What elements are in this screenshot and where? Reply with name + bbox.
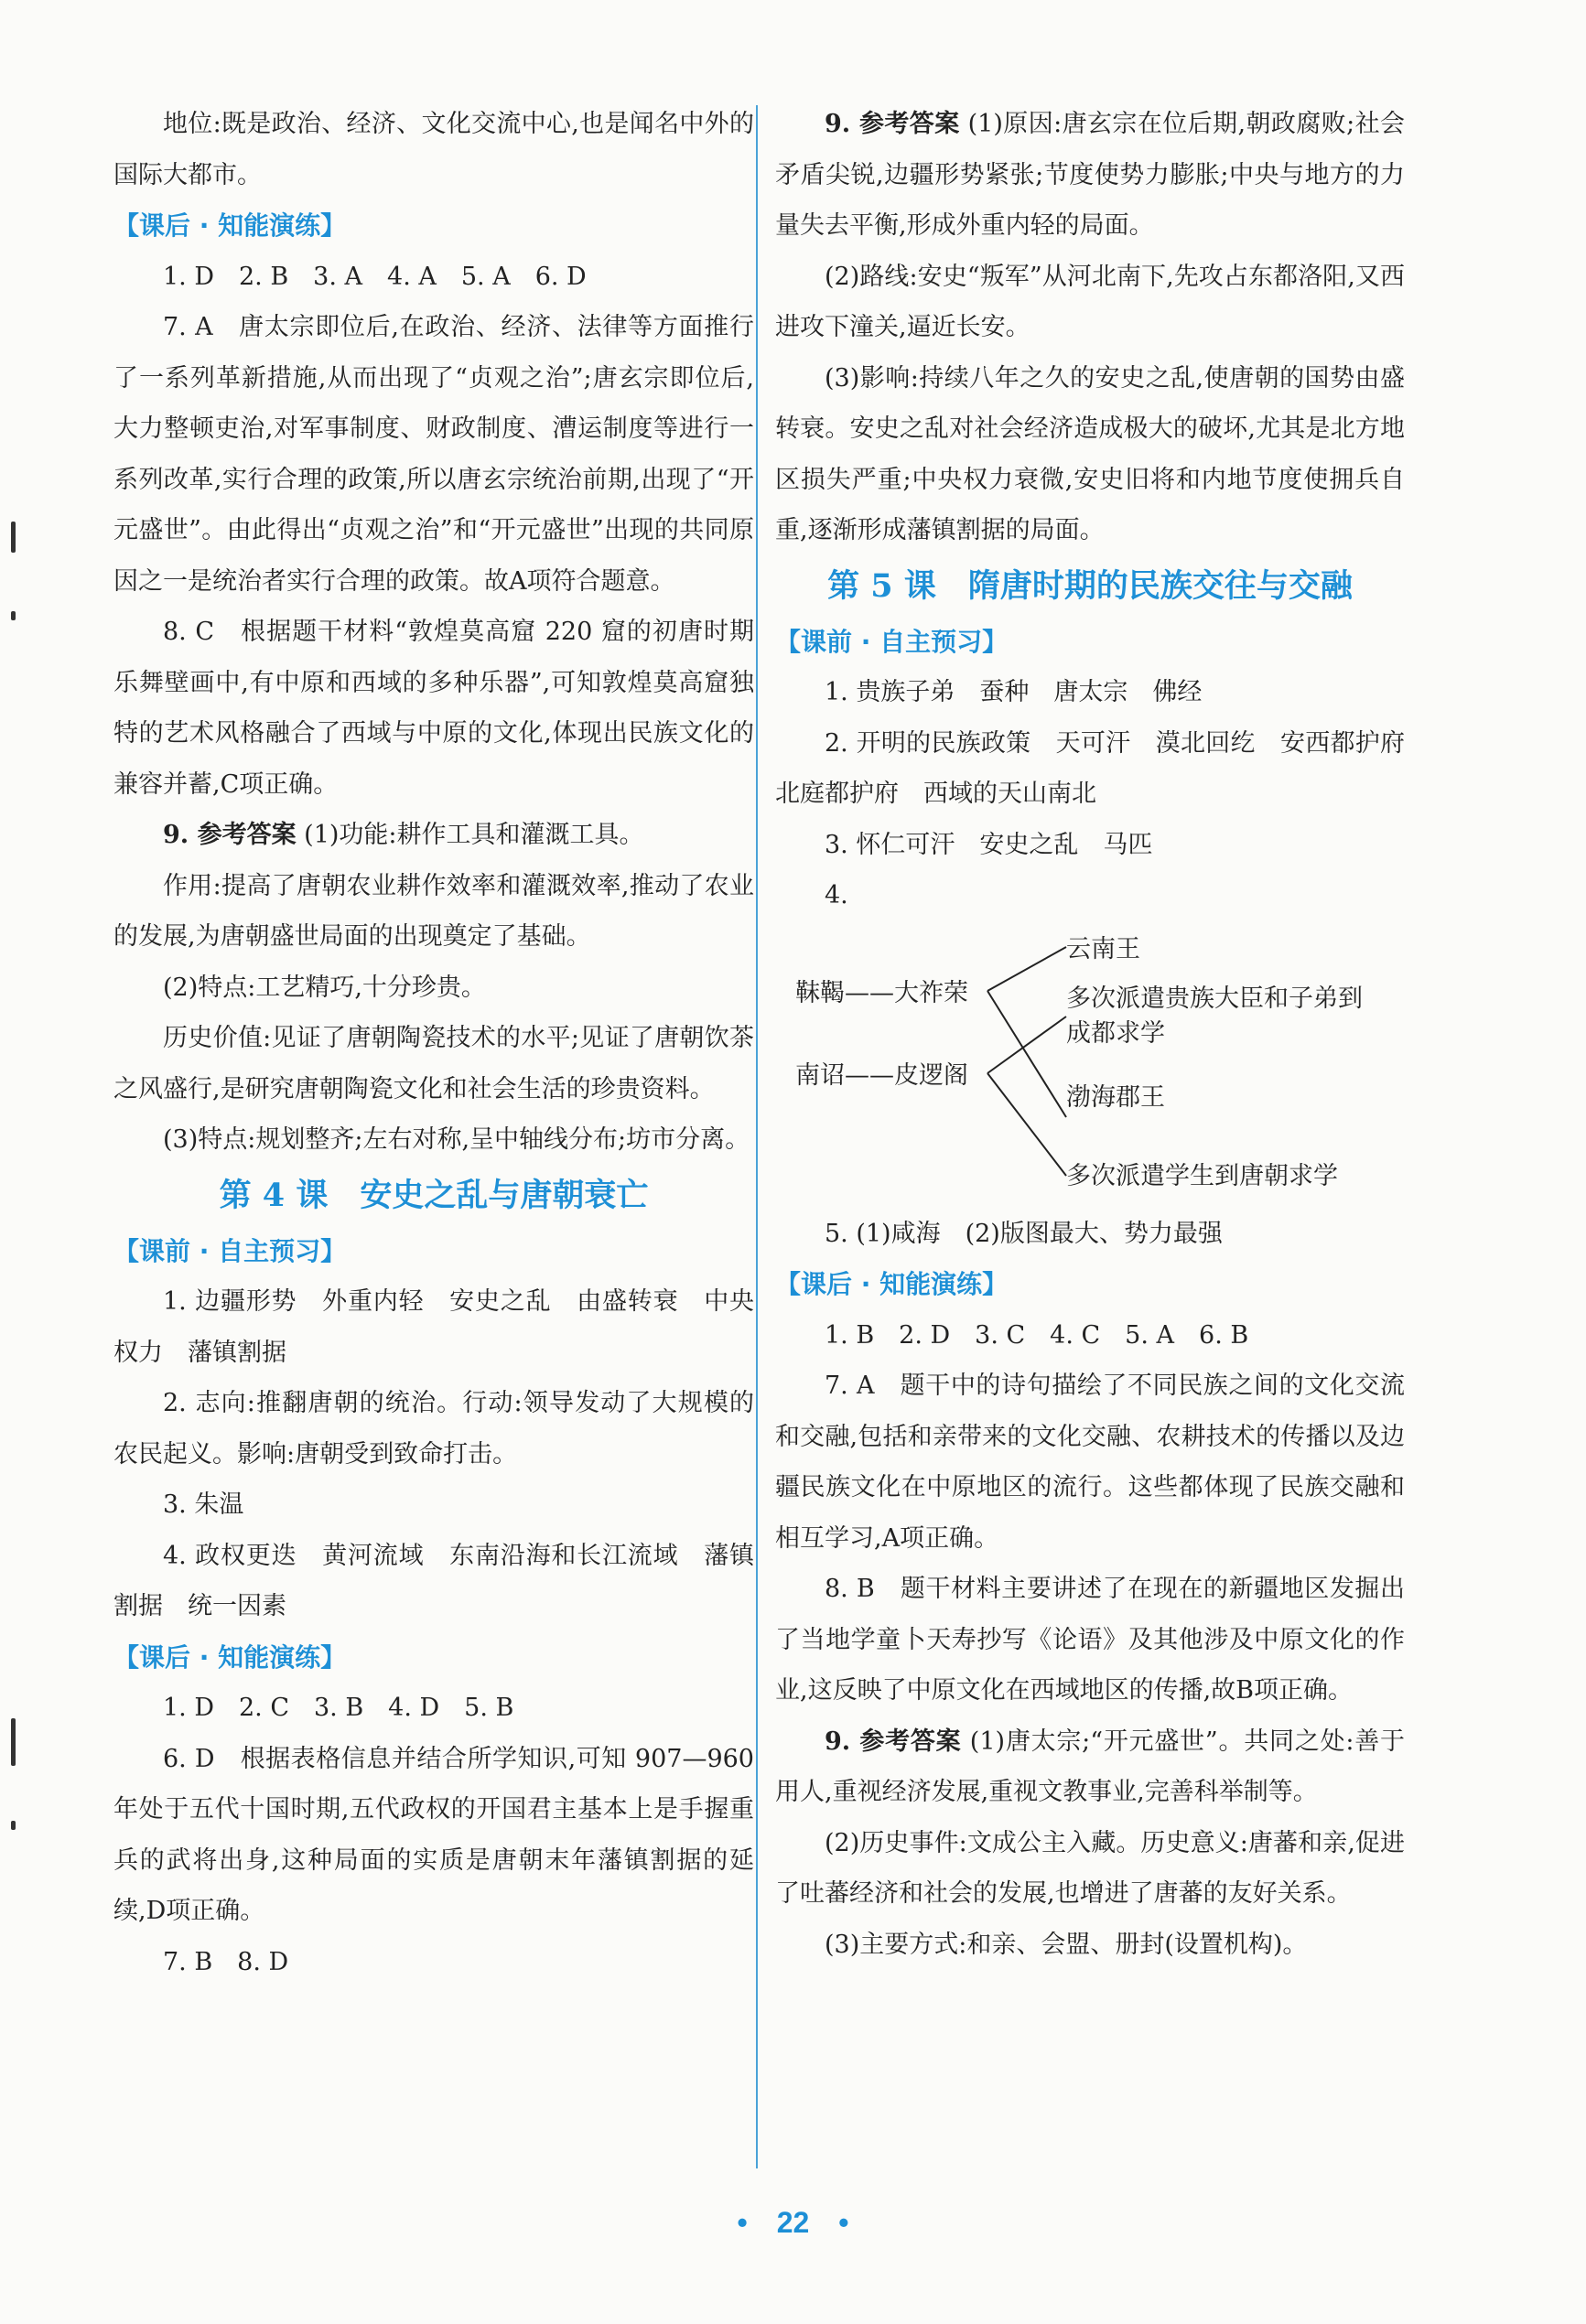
answer-key: 1. D 2. B 3. A 4. A 5. A 6. D (163, 262, 587, 291)
reference-answer (775, 99, 1405, 252)
connector-line (987, 947, 1066, 991)
scan-mark (11, 1821, 16, 1830)
answer-text: (3)影响:持续八年之久的安史之乱,使唐朝的国势由盛转衰。安史之乱对社会经济造成极大的破坏,尤其是北方地区损失严重;中央权力衰微,安史旧将和内地节度使拥兵自重,逐渐形成藩镇割据的局面。 (775, 363, 1405, 544)
scan-mark (11, 1718, 16, 1766)
reference-answer-label: 9. 参考答案 (825, 110, 960, 138)
lesson-title: 第 4 课 安史之乱与唐朝衰亡 (219, 1176, 649, 1214)
section-heading: 【课前 · 自主预习】 (775, 626, 1009, 657)
lesson-title: 第 5 课 隋唐时期的民族交往与交融 (827, 566, 1353, 605)
answer-text: 3. 朱温 (163, 1490, 244, 1519)
answer-text: 作用:提高了唐朝农业耕作效率和灌溉效率,推动了农业的发展,为唐朝盛世局面的出现奠定了基础。 (113, 871, 754, 951)
diagram-left-item: 南诏——皮逻阁 (795, 1060, 968, 1090)
answer-text: 2. 开明的民族政策 天可汗 漠北回纥 安西都护府 北庭都护府 西域的天山南北 (775, 728, 1430, 808)
page-number: • 22 • (737, 2206, 849, 2239)
answer-text: 地位:既是政治、经济、文化交流中心,也是闻名中外的国际大都市。 (113, 110, 754, 189)
answer-text: (1)唐太宗;“开元盛世”。共同之处:善于用人,重视经济发展,重视文教事业,完善科举制等。 (775, 1727, 1405, 1806)
section-heading: 【课前 · 自主预习】 (113, 1235, 347, 1266)
diagram-right-item: 多次派遣贵族大臣和子弟到 (1066, 984, 1363, 1013)
answer-explanation: 8. C 根据题干材料“敦煌莫高窟 220 窟的初唐时期乐舞壁画中,有中原和西域的多种乐器”,可知敦煌莫高窟独特的艺术风格融合了西域与中原的文化,体现出民族文化的兼容并蓄,C项正确。 (113, 618, 754, 799)
answer-key: 7. B 8. D (163, 1947, 289, 1976)
right-column (775, 99, 1430, 1970)
answer-text: (3)特点:规划整齐;左右对称,呈中轴线分布;坊市分离。 (163, 1125, 750, 1154)
answer-text: 1. 贵族子弟 蚕种 唐太宗 佛经 (825, 678, 1203, 706)
reference-answer (113, 810, 754, 861)
answer-text: (1)原因:唐玄宗在位后期,朝政腐败;社会矛盾尖锐,边疆形势紧张;节度使势力膨胀;中央与地方的力量失去平衡,形成外重内轻的局面。 (775, 110, 1405, 240)
connector-line (987, 991, 1066, 1117)
answer-text: (2)路线:安史“叛军”从河北南下,先攻占东都洛阳,又西进攻下潼关,逼近长安。 (775, 262, 1405, 341)
diagram-right-item: 渤海郡王 (1066, 1082, 1165, 1112)
diagram-right-item: 云南王 (1066, 934, 1140, 963)
reference-answer (775, 1716, 1405, 1818)
answer-text: 1. 边疆形势 外重内轻 安史之乱 由盛转衰 中央权力 藩镇割据 (113, 1287, 754, 1367)
connector-line (987, 1017, 1066, 1073)
answer-text: 历史价值:见证了唐朝陶瓷技术的水平;见证了唐朝饮茶之风盛行,是研究唐朝陶瓷文化和社会生活的珍贵资料。 (113, 1024, 754, 1103)
answer-text: 3. 怀仁可汗 安史之乱 马匹 (825, 830, 1153, 859)
section-heading: 【课后 · 知能演练】 (113, 1641, 347, 1673)
answer-key: 1. B 2. D 3. C 4. C 5. A 6. B (825, 1320, 1249, 1350)
reference-answer-label: 9. 参考答案 (163, 821, 297, 849)
answer-text: (2)历史事件:文成公主入藏。历史意义:唐蕃和亲,促进了吐蕃经济和社会的发展,也增进了唐蕃的友好关系。 (775, 1828, 1405, 1908)
answer-key: 1. D 2. C 3. B 4. D 5. B (163, 1694, 514, 1722)
answer-text: (2)特点:工艺精巧,十分珍贵。 (163, 973, 486, 1002)
diagram-left-item: 靺鞨——大祚荣 (795, 978, 968, 1007)
answer-explanation: 7. A 题干中的诗句描绘了不同民族之间的文化交流和交融,包括和亲带来的文化交融、农耕技术的传播以及边疆民族文化在中原地区的流行。这些都体现了民族交融和相互学习,A项正确。 (775, 1372, 1405, 1553)
column-divider (756, 105, 758, 2168)
answer-text: 2. 志向:推翻唐朝的统治。行动:领导发动了大规模的农民起义。影响:唐朝受到致命打击。 (113, 1389, 754, 1469)
matching-diagram (775, 929, 1405, 1203)
diagram-right-item: 多次派遣学生到唐朝求学 (1066, 1161, 1338, 1190)
connector-line (987, 1073, 1066, 1176)
answer-text: (1)功能:耕作工具和灌溉工具。 (296, 821, 644, 849)
answer-text: 5. (1)咸海 (2)版图最大、势力最强 (825, 1219, 1223, 1248)
answer-explanation: 8. B 题干材料主要讲述了在现在的新疆地区发掘出了当地学童卜天寿抄写《论语》及其他涉及中原文化的作业,这反映了中原文化在西域地区的传播,故B项正确。 (775, 1575, 1405, 1705)
reference-answer-label: 9. 参考答案 (825, 1727, 962, 1756)
section-heading: 【课后 · 知能演练】 (775, 1269, 1009, 1299)
scan-mark (11, 611, 16, 620)
left-column (113, 99, 754, 1987)
scan-mark (11, 522, 16, 553)
answer-text: 4. 政权更迭 黄河流域 东南沿海和长江流域 藩镇割据 统一因素 (113, 1541, 754, 1620)
answer-text: 4. (825, 881, 848, 909)
answer-text: (3)主要方式:和亲、会盟、册封(设置机构)。 (825, 1930, 1308, 1959)
answer-explanation: 7. A 唐太宗即位后,在政治、经济、法律等方面推行了一系列革新措施,从而出现了“贞观之治”;唐玄宗即位后,大力整顿吏治,对军事制度、财政制度、漕运制度等进行一系列改革,实行合理的政策,所以唐玄宗统治前期,出现了“开元盛世”。由此得出“贞观之治”和“开元盛世”出现的共同原因之一是统治者实行合理的政策。故A项符合题意。 (113, 313, 754, 596)
answer-explanation: 6. D 根据表格信息并结合所学知识,可知 907—960 年处于五代十国时期,五代政权的开国君主基本上是手握重兵的武将出身,这种局面的实质是唐朝末年藩镇割据的延续,D项正确。 (113, 1744, 754, 1925)
diagram-right-item: 成都求学 (1066, 1018, 1165, 1048)
section-heading: 【课后 · 知能演练】 (113, 210, 347, 241)
